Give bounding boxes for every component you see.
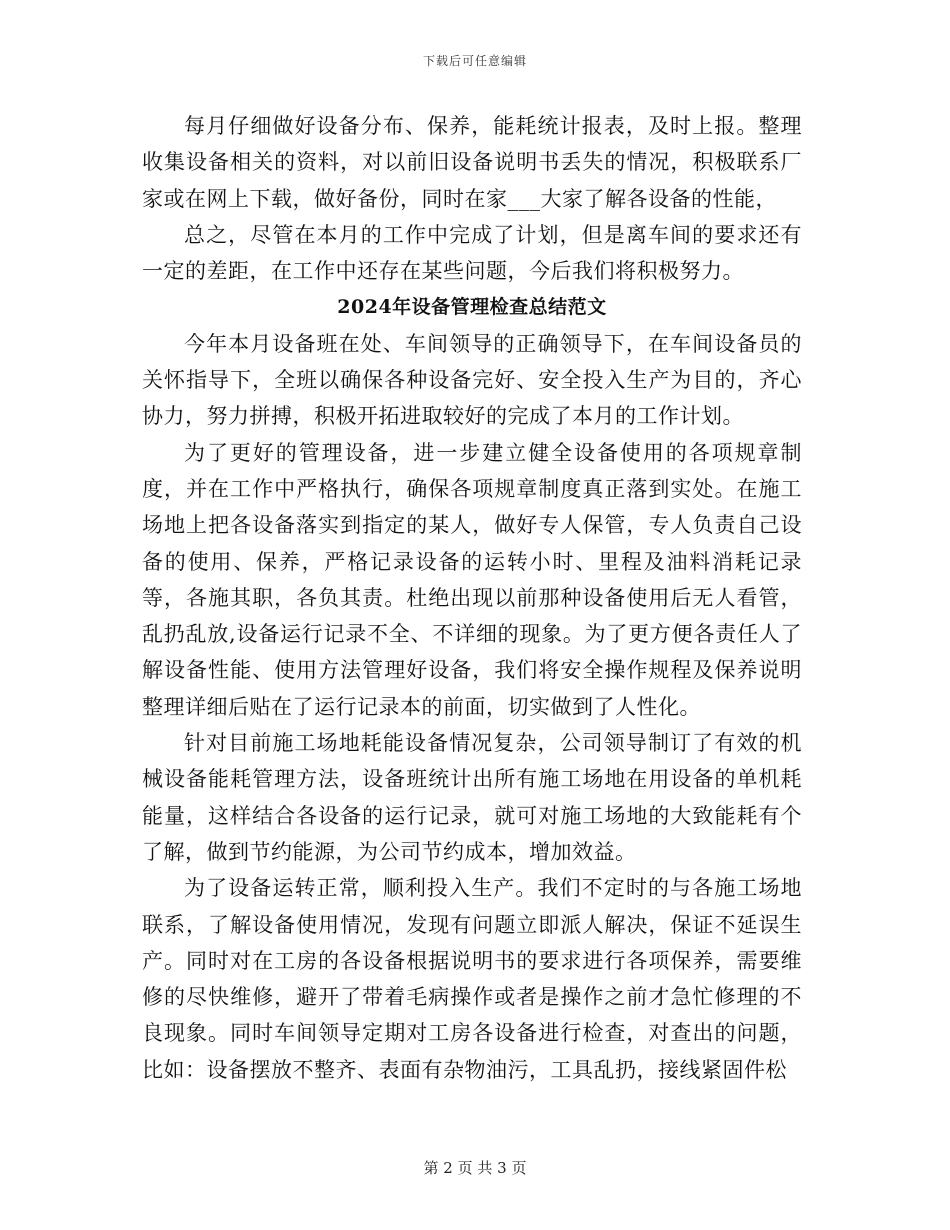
page-number: 第 2 页 共 3 页: [423, 1159, 527, 1177]
paragraph: 为了更好的管理设备，进一步建立健全设备使用的各项规章制度，并在工作中严格执行，确保各项规章制度真正落到实处。在施工场地上把各设备落实到指定的某人，做好专人保管，专人负责自己设备的使用、保养，严格记录设备的运转小时、里程及油料消耗记录等，各施其职，各负其责。杜绝出现以前那种设备使用后无人看管，乱扔乱放,设备运行记录不全、不详细的现象。为了更方便各责任人了解设备性能、使用方法管理好设备，我们将安全操作规程及保养说明整理详细后贴在了运行记录本的前面，切实做到了人性化。: [142, 440, 802, 719]
paragraph: 每月仔细做好设备分布、保养，能耗统计报表，及时上报。整理收集设备相关的资料，对以前旧设备说明书丢失的情况，积极联系厂家或在网上下载，做好备份，同时在家___大家了解各设备的性能，: [142, 114, 802, 211]
paragraph: 为了设备运转正常，顺利投入生产。我们不定时的与各施工场地联系，了解设备使用情况，发现有问题立即派人解决，保证不延误生产。同时对在工房的各设备根据说明书的要求进行各项保养，需要维修的尽快维修，避开了带着毛病操作或者是操作之前才急忙修理的不良现象。同时车间领导定期对工房各设备进行检查，对查出的问题，比如：设备摆放不整齐、表面有杂物油污，工具乱扔，接线紧固件松: [142, 876, 802, 1082]
paragraph: 总之，尽管在本月的工作中完成了计划，但是离车间的要求还有一定的差距，在工作中还存在某些问题，今后我们将积极努力。: [142, 222, 802, 284]
header-note: 下载后可任意编辑: [422, 54, 527, 68]
document-title: 2024年设备管理检查总结范文: [337, 296, 607, 319]
document-body: [142, 108, 802, 1088]
paragraph: 今年本月设备班在处、车间领导的正确领导下，在车间设备员的关怀指导下，全班以确保各种设备完好、安全投入生产为目的，齐心协力，努力拼搏，积极开拓进取较好的完成了本月的工作计划。: [142, 331, 802, 429]
paragraph: 针对目前施工场地耗能设备情况复杂，公司领导制订了有效的机械设备能耗管理方法，设备班统计出所有施工场地在用设备的单机耗能量，这样结合各设备的运行记录，就可对施工场地的大致能耗有个了解，做到节约能源，为公司节约成本，增加效益。: [142, 731, 802, 864]
